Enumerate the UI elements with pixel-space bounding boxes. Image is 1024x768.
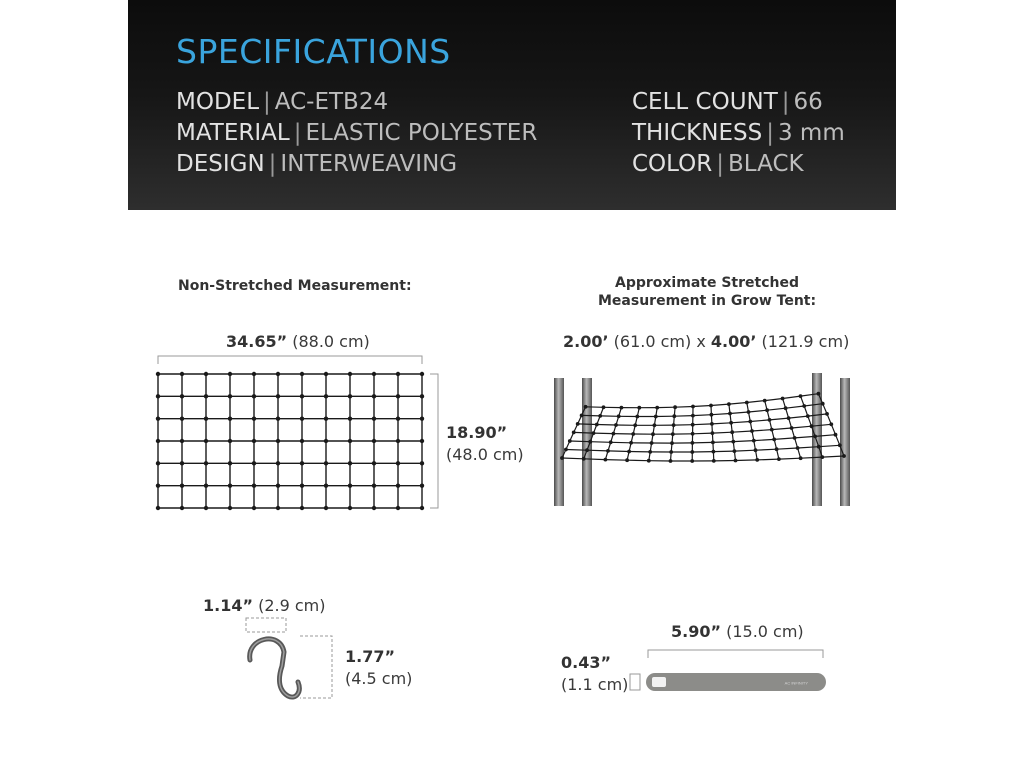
net-knot (585, 448, 589, 452)
net-knot (670, 441, 674, 445)
spec-row-material (176, 118, 537, 149)
net-knot (691, 432, 695, 436)
net-knot (584, 405, 588, 409)
spec-key: DESIGN (176, 151, 265, 177)
net-knot (796, 446, 800, 450)
strap-buckle-slot (652, 677, 666, 687)
net-knot (396, 394, 400, 398)
stretched-caption-line-2: Measurement in Grow Tent: (598, 293, 817, 309)
net-knot (770, 428, 774, 432)
stretched-width-feet: 2.00’ (563, 332, 609, 351)
net-knot (728, 412, 732, 416)
net-knot (729, 421, 733, 425)
net-width-cm: (88.0 cm) (292, 332, 370, 351)
hook-width-cm: (2.9 cm) (258, 596, 326, 615)
strap-length-cm: (15.0 cm) (726, 622, 804, 641)
net-knot (252, 439, 256, 443)
net-knot (420, 483, 424, 487)
net-knot (396, 461, 400, 465)
net-knot (228, 416, 232, 420)
net-knot (204, 372, 208, 376)
width-dimension-bracket (158, 356, 422, 364)
net-knot (420, 461, 424, 465)
net-knot (631, 432, 635, 436)
specifications-banner (128, 0, 896, 210)
net-knot (276, 394, 280, 398)
net-knot (671, 432, 675, 436)
net-knot (252, 483, 256, 487)
trellis-net-grid (156, 372, 424, 510)
net-knot (691, 414, 695, 418)
net-knot (617, 414, 621, 418)
net-knot (560, 456, 564, 460)
spec-row-thickness (632, 118, 845, 149)
net-knot (396, 372, 400, 376)
net-knot (348, 372, 352, 376)
net-knot (775, 447, 779, 451)
net-knot (842, 454, 846, 458)
net-knot (799, 456, 803, 460)
net-knot (228, 439, 232, 443)
net-knot (580, 414, 584, 418)
strap-width-inches: 0.43” (561, 653, 611, 672)
spec-separator: | (766, 120, 774, 146)
net-knot (654, 415, 658, 419)
net-knot (348, 439, 352, 443)
spec-row-design (176, 149, 537, 180)
net-knot (228, 461, 232, 465)
net-knot (180, 394, 184, 398)
strap-width-cm: (1.1 cm) (561, 675, 629, 694)
net-knot (648, 450, 652, 454)
net-knot (156, 372, 160, 376)
net-knot (655, 406, 659, 410)
net-knot (420, 439, 424, 443)
strap-width-dimension (561, 652, 628, 696)
stretched-caption (598, 274, 816, 310)
net-knot (572, 431, 576, 435)
net-knot (252, 461, 256, 465)
stretched-caption-line-1: Approximate Stretched (615, 275, 799, 291)
net-knot (276, 416, 280, 420)
net-knot (372, 416, 376, 420)
net-knot (752, 439, 756, 443)
net-knot (669, 459, 673, 463)
stretched-dimension (563, 332, 849, 352)
net-knot (777, 457, 781, 461)
stretched-trellis-net (560, 392, 846, 463)
net-knot (180, 461, 184, 465)
net-knot (228, 483, 232, 487)
net-knot (180, 483, 184, 487)
net-knot (324, 483, 328, 487)
spec-separator: | (716, 151, 724, 177)
net-knot (372, 372, 376, 376)
net-knot (673, 405, 677, 409)
net-knot (348, 506, 352, 510)
spec-key: COLOR (632, 151, 713, 177)
net-knot (204, 506, 208, 510)
net-knot (691, 423, 695, 427)
specifications-title: SPECIFICATIONS (176, 32, 451, 71)
net-knot (324, 506, 328, 510)
net-knot (324, 461, 328, 465)
net-knot (768, 418, 772, 422)
net-knot (672, 414, 676, 418)
net-knot (653, 423, 657, 427)
net-height-inches: 18.90” (446, 423, 508, 442)
hook-width-bracket (246, 618, 286, 632)
net-knot (396, 483, 400, 487)
net-knot (690, 450, 694, 454)
net-knot (276, 372, 280, 376)
net-knot (180, 439, 184, 443)
net-knot (156, 461, 160, 465)
stretched-length-cm: (121.9 cm) (761, 332, 850, 351)
net-knot (372, 506, 376, 510)
net-knot (772, 438, 776, 442)
hook-height-dimension (345, 646, 412, 690)
net-knot (598, 414, 602, 418)
net-knot (606, 449, 610, 453)
net-knot (156, 416, 160, 420)
net-knot (612, 432, 616, 436)
net-knot (604, 458, 608, 462)
net-knot (156, 483, 160, 487)
net-knot (709, 404, 713, 408)
net-knot (750, 429, 754, 433)
s-hook-icon (250, 639, 300, 697)
net-knot (691, 405, 695, 409)
net-knot (629, 441, 633, 445)
net-knot (710, 413, 714, 417)
net-knot (300, 394, 304, 398)
strap-length-bracket (648, 650, 823, 658)
net-knot (252, 506, 256, 510)
net-knot (711, 431, 715, 435)
net-knot (834, 433, 838, 437)
net-knot (204, 416, 208, 420)
strap-length-inches: 5.90” (671, 622, 721, 641)
net-knot (745, 401, 749, 405)
net-knot (633, 423, 637, 427)
net-knot (300, 416, 304, 420)
spec-value: INTERWEAVING (280, 151, 458, 177)
times-symbol: x (696, 332, 706, 351)
net-knot (396, 439, 400, 443)
net-knot (300, 372, 304, 376)
net-knot (420, 372, 424, 376)
net-knot (300, 439, 304, 443)
hook-height-bracket (300, 636, 332, 698)
net-knot (817, 392, 821, 396)
net-knot (787, 416, 791, 420)
net-knot (276, 439, 280, 443)
hook-width-inches: 1.14” (203, 596, 253, 615)
net-knot (763, 399, 767, 403)
net-knot (802, 404, 806, 408)
spec-key: CELL COUNT (632, 89, 778, 115)
net-knot (609, 440, 613, 444)
net-knot (180, 372, 184, 376)
net-knot (300, 506, 304, 510)
net-knot (276, 461, 280, 465)
net-knot (650, 441, 654, 445)
spec-value: ELASTIC POLYESTER (305, 120, 538, 146)
stretched-width-cm: (61.0 cm) (613, 332, 692, 351)
net-knot (614, 423, 618, 427)
net-knot (420, 416, 424, 420)
net-knot (691, 441, 695, 445)
net-knot (838, 443, 842, 447)
net-knot (712, 450, 716, 454)
net-knot (672, 423, 676, 427)
spec-separator: | (268, 151, 277, 177)
spec-row-model (176, 87, 537, 118)
net-knot (829, 422, 833, 426)
tent-pole-right-outer (840, 378, 850, 506)
net-knot (793, 436, 797, 440)
net-knot (372, 394, 376, 398)
net-knot (647, 459, 651, 463)
net-knot (825, 412, 829, 416)
net-knot (727, 402, 731, 406)
net-knot (733, 449, 737, 453)
hook-height-inches: 1.77” (345, 647, 395, 666)
net-knot (252, 394, 256, 398)
net-knot (734, 459, 738, 463)
net-knot (276, 483, 280, 487)
net-knot (576, 422, 580, 426)
net-knot (568, 439, 572, 443)
net-knot (420, 394, 424, 398)
net-knot (627, 450, 631, 454)
net-height-dimension (446, 422, 524, 466)
spec-value: AC-ETB24 (274, 89, 389, 115)
net-knot (204, 439, 208, 443)
net-knot (204, 483, 208, 487)
net-knot (372, 439, 376, 443)
height-dimension-bracket (430, 374, 438, 508)
net-knot (765, 408, 769, 412)
spec-value: 66 (793, 89, 823, 115)
strap-length-dimension (671, 622, 804, 642)
net-knot (637, 406, 641, 410)
spec-column-left (176, 87, 537, 180)
net-knot (711, 441, 715, 445)
net-knot (228, 372, 232, 376)
net-knot (817, 445, 821, 449)
net-knot (602, 405, 606, 409)
net-knot (324, 394, 328, 398)
net-knot (755, 458, 759, 462)
net-knot (635, 415, 639, 419)
net-knot (784, 406, 788, 410)
net-knot (747, 410, 751, 414)
hook-width-dimension (203, 596, 326, 616)
net-knot (754, 448, 758, 452)
net-knot (748, 420, 752, 424)
net-knot (180, 506, 184, 510)
net-knot (669, 450, 673, 454)
strap-width-bracket (630, 674, 640, 690)
net-knot (372, 461, 376, 465)
spec-row-color (632, 149, 845, 180)
net-knot (396, 506, 400, 510)
net-knot (595, 423, 599, 427)
stretched-length-feet: 4.00’ (710, 332, 757, 351)
net-knot (651, 432, 655, 436)
net-knot (348, 461, 352, 465)
net-knot (372, 483, 376, 487)
non-stretched-net-diagram (150, 350, 450, 515)
net-knot (300, 461, 304, 465)
s-hook-highlight (250, 639, 300, 697)
tent-pole-left-outer (554, 378, 564, 506)
net-knot (420, 506, 424, 510)
net-knot (730, 430, 734, 434)
spec-value: BLACK (728, 151, 804, 177)
net-knot (396, 416, 400, 420)
net-knot (810, 424, 814, 428)
s-hook-diagram (238, 614, 348, 706)
net-knot (710, 422, 714, 426)
net-knot (620, 406, 624, 410)
net-knot (180, 416, 184, 420)
hook-height-cm: (4.5 cm) (345, 669, 413, 688)
net-knot (781, 397, 785, 401)
net-knot (592, 431, 596, 435)
net-knot (712, 459, 716, 463)
net-knot (348, 394, 352, 398)
net-knot (820, 455, 824, 459)
spec-separator: | (263, 89, 271, 115)
net-knot (228, 394, 232, 398)
spec-separator: | (293, 120, 302, 146)
net-knot (690, 459, 694, 463)
net-knot (324, 439, 328, 443)
net-knot (156, 506, 160, 510)
spec-key: MATERIAL (176, 120, 290, 146)
net-knot (790, 426, 794, 430)
spec-column-right (632, 87, 845, 180)
strap-diagram (628, 640, 833, 700)
net-knot (300, 483, 304, 487)
net-knot (625, 458, 629, 462)
net-knot (204, 394, 208, 398)
spec-row-cell-count (632, 87, 845, 118)
net-knot (228, 506, 232, 510)
spec-key: THICKNESS (632, 120, 763, 146)
net-knot (813, 435, 817, 439)
strap-brand-text: AC INFINITY (784, 680, 808, 686)
net-knot (799, 394, 803, 398)
net-knot (156, 439, 160, 443)
net-knot (731, 440, 735, 444)
net-width-dimension (226, 332, 370, 352)
net-knot (324, 416, 328, 420)
net-knot (806, 414, 810, 418)
net-knot (276, 506, 280, 510)
net-knot (252, 372, 256, 376)
net-knot (821, 402, 825, 406)
net-knot (588, 440, 592, 444)
net-knot (204, 461, 208, 465)
net-knot (252, 416, 256, 420)
spec-key: MODEL (176, 89, 260, 115)
net-knot (582, 457, 586, 461)
spec-value: 3 mm (777, 120, 845, 146)
net-knot (156, 394, 160, 398)
net-knot (348, 416, 352, 420)
spec-separator: | (781, 89, 790, 115)
non-stretched-caption: Non-Stretched Measurement: (178, 278, 412, 294)
net-width-inches: 34.65” (226, 332, 288, 351)
net-knot (564, 448, 568, 452)
net-knot (324, 372, 328, 376)
grow-tent-stretched-diagram (548, 370, 858, 510)
net-knot (348, 483, 352, 487)
net-height-cm: (48.0 cm) (446, 445, 524, 464)
